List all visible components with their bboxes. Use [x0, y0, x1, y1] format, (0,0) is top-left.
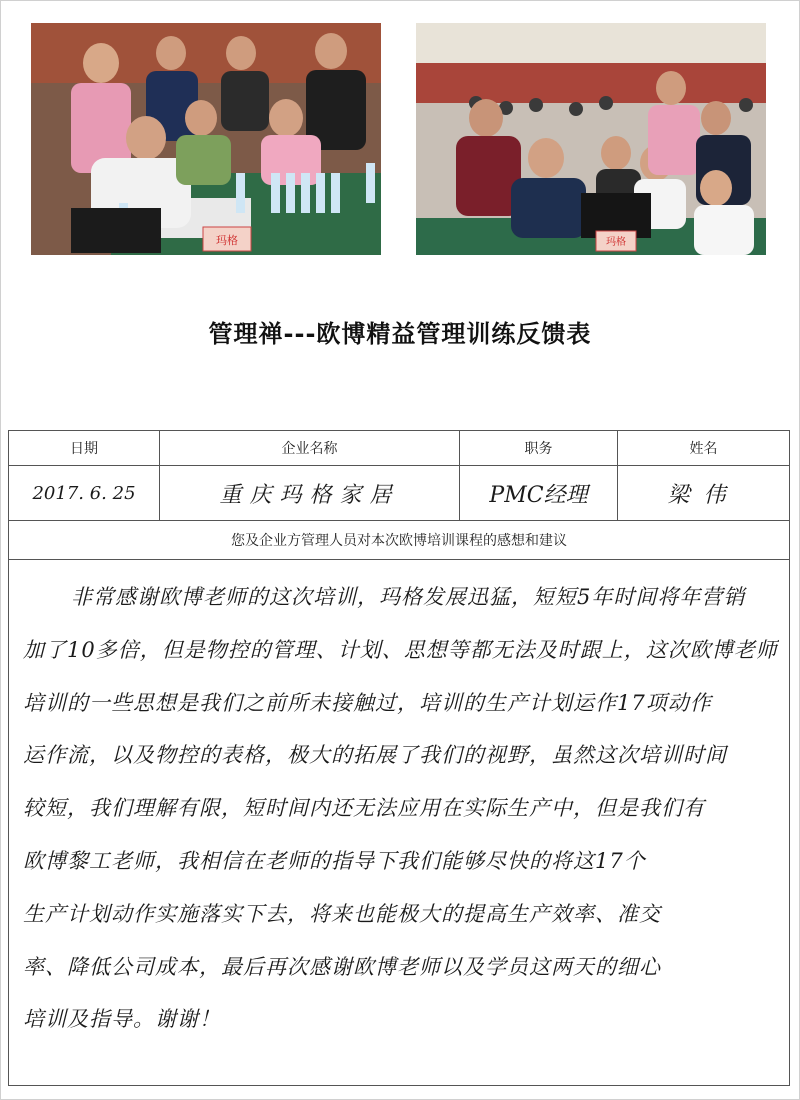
feedback-line: 较短，我们理解有限，短时间内还无法应用在实际生产中，但是我们有: [23, 796, 705, 821]
feedback-line: 加了10多倍，但是物控的管理、计划、思想等都无法及时跟上，这次欧博老师: [23, 637, 778, 662]
feedback-line: 培训及指导。谢谢！: [23, 1007, 221, 1032]
name-value: 梁伟: [667, 482, 740, 508]
feedback-line: 率、降低公司成本，最后再次感谢欧博老师以及学员这两天的细心: [23, 954, 661, 979]
feedback-prompt: 您及企业方管理人员对本次欧博培训课程的感想和建议: [9, 521, 789, 560]
feedback-line: 运作流，以及物控的表格，极大的拓展了我们的视野，虽然这次培训时间: [23, 743, 727, 768]
page-title: 管理禅---欧博精益管理训练反馈表: [208, 320, 592, 348]
header-date: 日期: [70, 441, 98, 457]
training-photo-left: [31, 23, 381, 255]
feedback-text: [23, 571, 779, 1046]
date-value: 2017. 6. 25: [32, 482, 136, 504]
position-value: PMC经理: [489, 482, 588, 508]
feedback-line: 培训的一些思想是我们之前所未接触过，培训的生产计划运作17项动作: [23, 690, 712, 715]
value-row: [9, 466, 789, 521]
feedback-line: 欧博黎工老师，我相信在老师的指导下我们能够尽快的将这17个: [23, 848, 646, 873]
placard-right-label: 玛格: [606, 237, 626, 248]
header-position: 职务: [524, 441, 553, 457]
training-photo-right: [416, 23, 766, 255]
feedback-line: 非常感谢欧博老师的这次培训，玛格发展迅猛，短短5年时间将年营销: [71, 585, 746, 609]
company-value: 重庆玛格家居: [219, 482, 400, 508]
header-company: 企业名称: [281, 441, 338, 457]
header-name: 姓名: [689, 441, 718, 457]
feedback-form: [8, 430, 790, 1086]
placard-left-label: 玛格: [216, 234, 238, 247]
feedback-line: 生产计划动作实施落实下去，将来也能极大的提高生产效率、准交: [23, 901, 661, 926]
header-row: [9, 431, 789, 466]
